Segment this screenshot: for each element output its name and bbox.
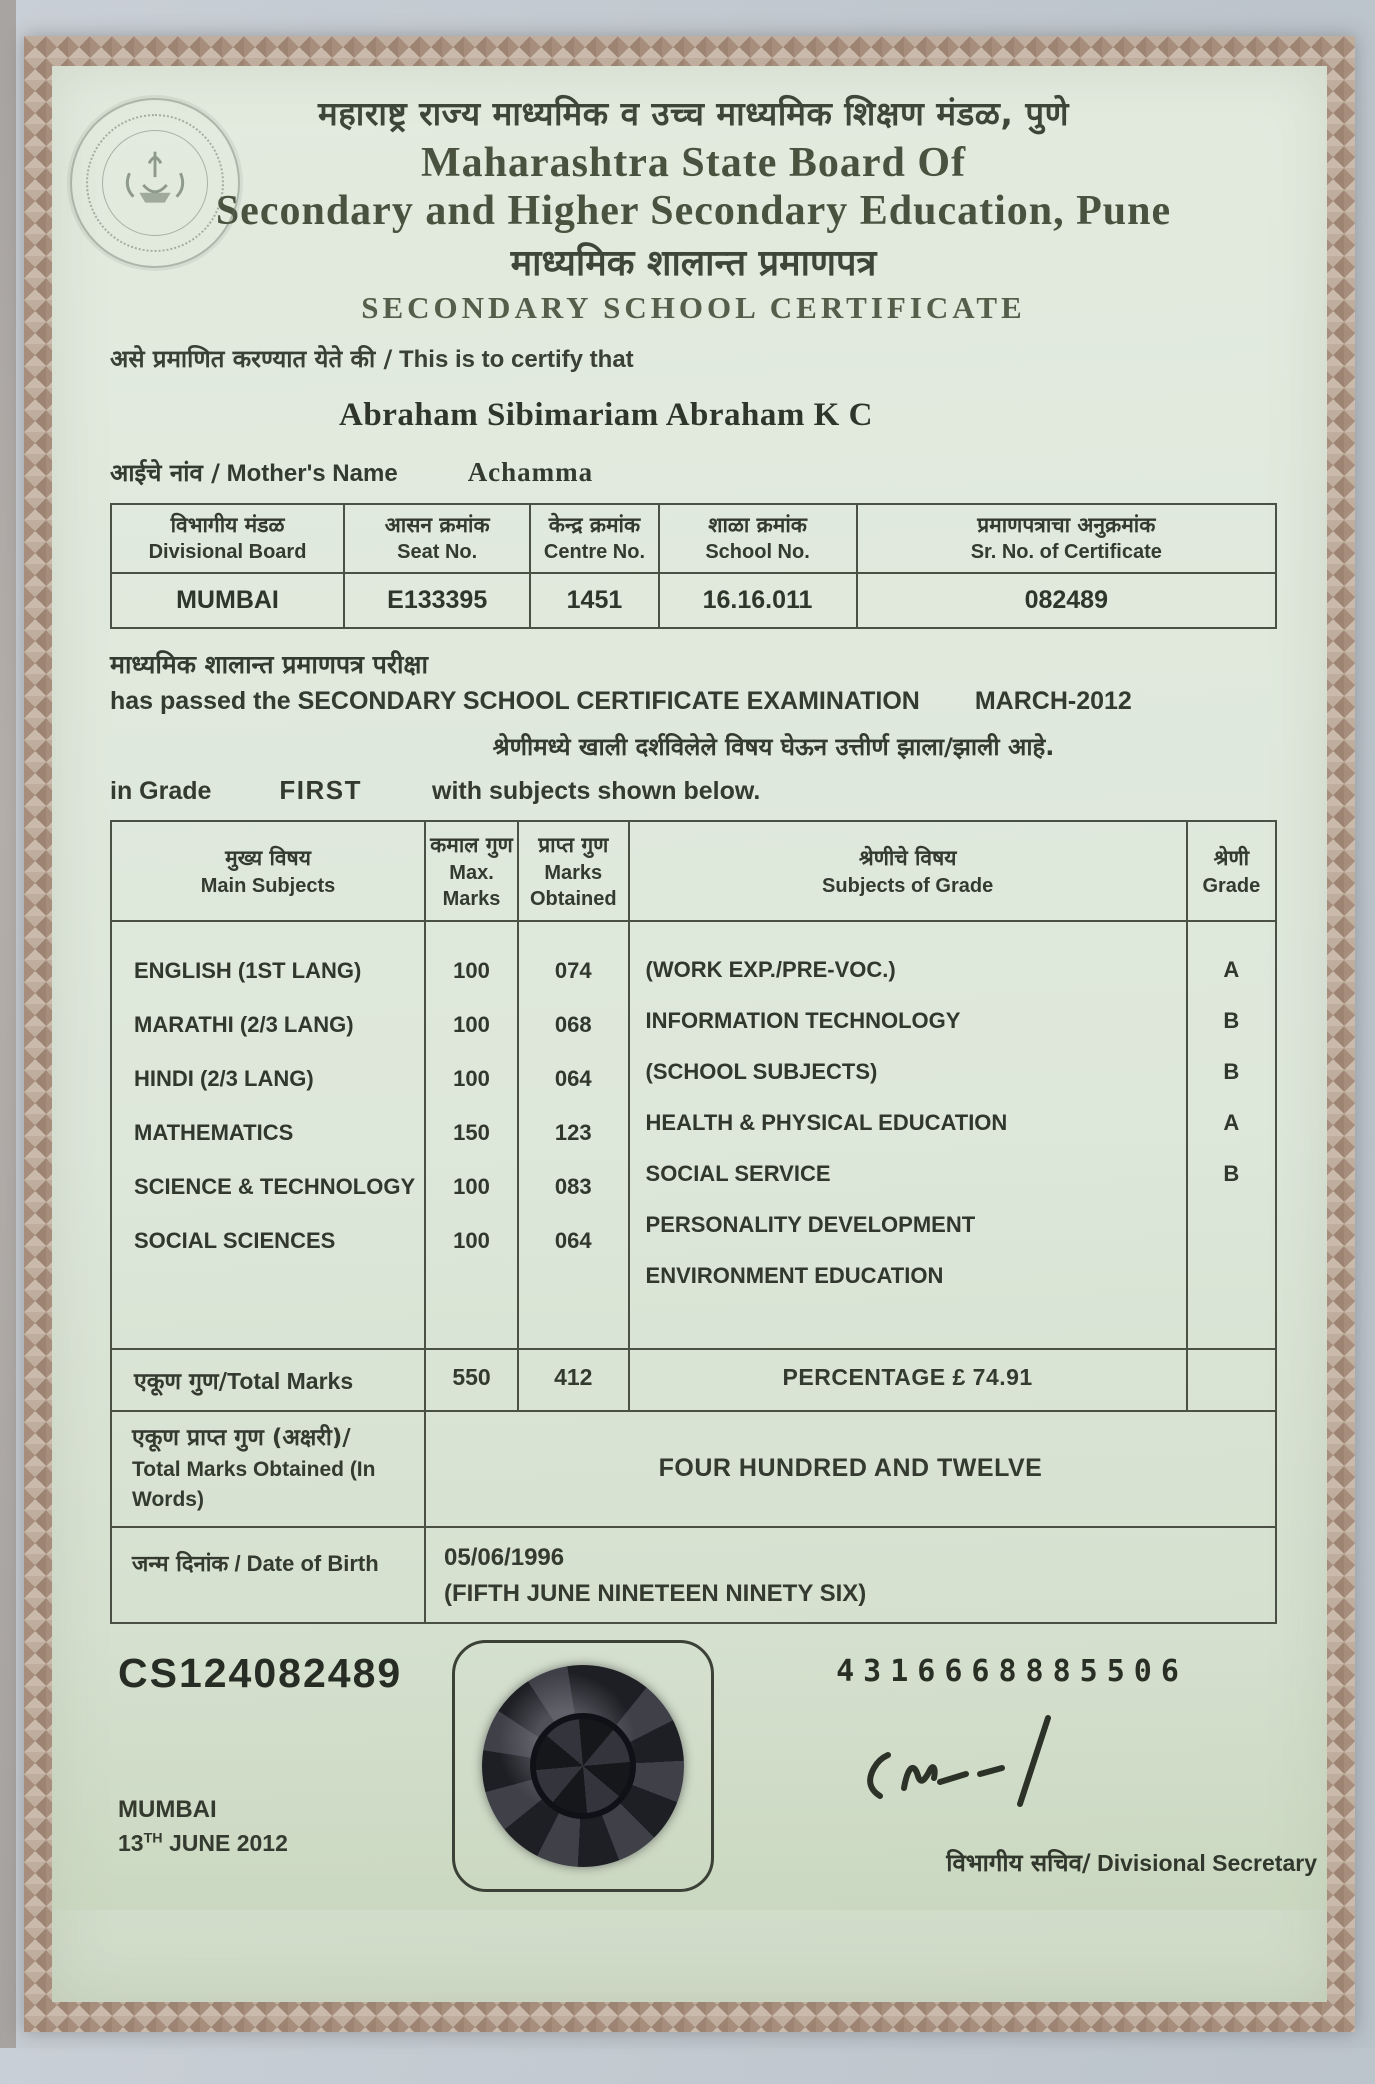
- exam-info-table: [110, 503, 1277, 629]
- board-emblem-lamp-seal-icon: [70, 98, 240, 268]
- marks-table-header: [112, 822, 1275, 921]
- info-header-divisional-board: [111, 504, 344, 573]
- grade-letter: B: [1223, 1007, 1240, 1033]
- total-grade-empty: [1188, 1350, 1275, 1410]
- info-header-en: Divisional Board: [148, 541, 307, 564]
- exam-line-marathi: माध्यमिक शालान्त प्रमाणपत्र परीक्षा: [110, 650, 428, 680]
- mother-label-marathi: आईचे नांव /: [110, 459, 220, 487]
- total-max-marks: 550: [426, 1350, 519, 1410]
- subjects-below-label: with subjects shown below.: [432, 777, 761, 806]
- issue-day-ordinal: TH: [143, 1830, 163, 1847]
- grade-value: FIRST: [279, 775, 363, 806]
- divisional-board-value: MUMBAI: [111, 573, 344, 628]
- info-header-mr: केन्द्र क्रमांक: [548, 513, 641, 537]
- board-title-english-line2: Secondary and Higher Secondary Education, Pune: [215, 188, 1172, 234]
- mother-name-row: [110, 456, 1277, 489]
- student-name: Abraham Sibimariam Abraham K C: [339, 397, 873, 433]
- board-title-marathi: महाराष्ट्र राज्य माध्यमिक व उच्च माध्यमिक शिक्षण मंडळ, पुणे: [318, 94, 1069, 133]
- header-max-marks: [426, 822, 519, 919]
- exam-line-english: has passed the SECONDARY SCHOOL CERTIFICATE EXAMINATION: [110, 687, 920, 716]
- marks-obtained-value: 068: [554, 1011, 592, 1037]
- date-of-birth-value: [426, 1528, 1275, 1622]
- dob-words: (FIFTH JUNE NINETEEN NINETY SIX): [444, 1579, 867, 1607]
- grade-subject-name: (SCHOOL SUBJECTS): [645, 1058, 878, 1084]
- marks-in-words-row: [112, 1412, 1275, 1528]
- header-subjects-of-grade-mr: श्रेणीचे विषय: [858, 846, 957, 871]
- header-max-marks-en2: Marks: [442, 887, 501, 910]
- certificate-title-marathi: माध्यमिक शालान्त प्रमाणपत्र: [510, 243, 877, 284]
- in-grade-label: in Grade: [110, 777, 212, 806]
- header-marks-obtained-mr: प्राप्त गुण: [538, 833, 609, 858]
- info-header-en: Seat No.: [397, 541, 478, 564]
- grade-subject-name: (WORK EXP./PRE-VOC.): [645, 956, 896, 982]
- info-header-school-no: [659, 504, 857, 573]
- max-marks-value: 150: [453, 1119, 490, 1145]
- header-marks-obtained: [519, 822, 629, 919]
- info-header-seat-no: [344, 504, 530, 573]
- main-subject-name: SOCIAL SCIENCES: [134, 1227, 336, 1253]
- info-header-en: Sr. No. of Certificate: [970, 541, 1162, 564]
- secretary-label-mr: विभागीय सचिव/: [946, 1848, 1091, 1877]
- centre-no-value: 1451: [530, 573, 658, 628]
- mother-name-value: Achamma: [467, 457, 594, 487]
- grade-subject-name: ENVIRONMENT EDUCATION: [645, 1262, 944, 1288]
- header-main-subjects: [112, 822, 426, 919]
- certify-line-marathi: असे प्रमाणित करण्यात येते की /: [110, 345, 393, 373]
- header-max-marks-mr: कमाल गुण: [430, 833, 513, 858]
- info-header-en: Centre No.: [543, 541, 646, 564]
- marks-obtained-value: 123: [554, 1119, 592, 1145]
- issue-date-rest: JUNE 2012: [162, 1829, 288, 1856]
- info-header-mr: शाळा क्रमांक: [708, 513, 807, 537]
- marks-obtained-value: 064: [554, 1227, 592, 1253]
- certificate-sr-no-value: 082489: [857, 573, 1276, 628]
- marks-in-words-label: [112, 1412, 426, 1526]
- main-subject-name: MATHEMATICS: [134, 1119, 294, 1145]
- marks-obtained-value: 074: [554, 957, 592, 983]
- certificate-serial-number: CS124082489: [118, 1649, 403, 1696]
- date-of-birth-label: [112, 1528, 426, 1622]
- dob-label-mr: जन्म दिनांक: [132, 1551, 229, 1577]
- header-marks-obtained-en1: Marks: [544, 861, 603, 884]
- main-subject-name: ENGLISH (1ST LANG): [134, 957, 362, 983]
- issue-day: 13: [118, 1829, 144, 1856]
- certificate-title-english: SECONDARY SCHOOL CERTIFICATE: [361, 290, 1026, 325]
- marks-in-words-label-mr: एकूण प्राप्त गुण (अक्षरी)/: [132, 1424, 351, 1451]
- header-subjects-of-grade: [630, 822, 1188, 919]
- info-header-row: [111, 504, 1276, 573]
- issue-date: [118, 1830, 288, 1857]
- board-title-english-line1: Maharashtra State Board Of: [420, 140, 967, 186]
- certify-line: [110, 342, 1277, 375]
- max-marks-value: 100: [453, 1227, 490, 1253]
- header-max-marks-en1: Max.: [449, 861, 494, 884]
- grade-subject-name: PERSONALITY DEVELOPMENT: [645, 1211, 976, 1237]
- grade-subject-name: SOCIAL SERVICE: [645, 1160, 831, 1186]
- exam-session: MARCH-2012: [974, 687, 1132, 716]
- marks-obtained-column: [519, 922, 629, 1348]
- max-marks-column: [426, 922, 519, 1348]
- percentage-value: PERCENTAGE £ 74.91: [630, 1350, 1188, 1410]
- marks-obtained-value: 064: [554, 1065, 592, 1091]
- header-grade-mr: श्रेणी: [1213, 846, 1250, 871]
- total-marks-row: [112, 1350, 1275, 1412]
- total-marks-label-mr: एकूण गुण/: [134, 1368, 227, 1395]
- main-subjects-column: [112, 922, 426, 1348]
- divisional-secretary-label: [946, 1846, 1317, 1879]
- seal-lamp-icon: [106, 134, 204, 232]
- certificate-woven-border: [24, 36, 1355, 2032]
- secretary-label-en: Divisional Secretary: [1097, 1849, 1317, 1876]
- mother-label-english: Mother's Name: [226, 460, 398, 487]
- divisional-secretary-signature-icon: [812, 1700, 1112, 1830]
- marks-table: [110, 820, 1277, 1624]
- main-subject-name: HINDI (2/3 LANG): [134, 1065, 314, 1091]
- grade-subject-name: INFORMATION TECHNOLOGY: [645, 1007, 961, 1033]
- marks-in-words-value: FOUR HUNDRED AND TWELVE: [658, 1454, 1043, 1483]
- school-no-value: 16.16.011: [659, 573, 857, 628]
- grade-line-marathi: श्रेणीमध्ये खाली दर्शविलेले विषय घेऊन उत्तीर्ण झाला/झाली आहे.: [492, 733, 1055, 762]
- issue-place: MUMBAI: [118, 1795, 217, 1823]
- header-grade: [1188, 822, 1275, 919]
- total-marks-label-en: Total Marks: [227, 1367, 354, 1394]
- main-subject-name: MARATHI (2/3 LANG): [134, 1011, 354, 1037]
- max-marks-value: 100: [453, 1173, 490, 1199]
- grade-line-english: [110, 775, 1277, 806]
- certificate-header: [110, 90, 1277, 326]
- header-main-subjects-en: Main Subjects: [200, 874, 336, 897]
- grade-letter-column: [1188, 922, 1275, 1348]
- dob-label-en: / Date of Birth: [234, 1550, 379, 1576]
- dob-numeric: 05/06/1996: [444, 1543, 565, 1571]
- grade-subjects-column: [630, 922, 1188, 1348]
- header-marks-obtained-en2: Obtained: [529, 887, 617, 910]
- grade-letter: B: [1223, 1160, 1240, 1186]
- grade-letter: A: [1223, 1109, 1240, 1135]
- header-grade-en: Grade: [1202, 874, 1261, 897]
- exam-line-english-row: [110, 687, 1277, 716]
- grade-letter: B: [1223, 1058, 1240, 1084]
- header-subjects-of-grade-en: Subjects of Grade: [822, 874, 994, 897]
- info-value-row: [111, 573, 1276, 628]
- max-marks-value: 100: [453, 1065, 490, 1091]
- header-main-subjects-mr: मुख्य विषय: [225, 846, 311, 871]
- certificate-footer: [52, 1638, 1327, 1910]
- info-header-mr: आसन क्रमांक: [384, 513, 490, 537]
- ocr-serial-number: 4316668885506: [836, 1653, 1188, 1689]
- info-header-en: School No.: [705, 541, 810, 564]
- grade-subject-name: HEALTH & PHYSICAL EDUCATION: [645, 1109, 1008, 1135]
- date-of-birth-row: [112, 1528, 1275, 1622]
- mother-name-label: [110, 456, 398, 489]
- marks-table-body: [112, 922, 1275, 1350]
- exam-statement: [110, 647, 1277, 806]
- info-header-mr: विभागीय मंडळ: [170, 513, 285, 537]
- hologram-core: [530, 1713, 636, 1819]
- max-marks-value: 100: [453, 1011, 490, 1037]
- grade-letter: A: [1223, 956, 1240, 982]
- marks-obtained-value: 083: [554, 1173, 592, 1199]
- certificate-paper: [52, 66, 1327, 2002]
- hologram-disc: [482, 1665, 684, 1867]
- seat-no-value: E133395: [344, 573, 530, 628]
- info-header-mr: प्रमाणपत्राचा अनुक्रमांक: [977, 513, 1156, 537]
- certify-line-english: This is to certify that: [398, 346, 634, 373]
- marks-in-words-label-en: Total Marks Obtained (In Words): [132, 1457, 376, 1512]
- main-subject-name: SCIENCE & TECHNOLOGY: [134, 1173, 416, 1199]
- max-marks-value: 100: [453, 957, 490, 983]
- info-header-centre-no: [530, 504, 658, 573]
- photo-background-edge: [0, 0, 16, 2048]
- info-header-certificate-sr-no: [857, 504, 1276, 573]
- security-hologram-seal-icon: [452, 1640, 714, 1892]
- total-marks-label: [112, 1350, 426, 1410]
- total-marks-obtained: 412: [519, 1350, 629, 1410]
